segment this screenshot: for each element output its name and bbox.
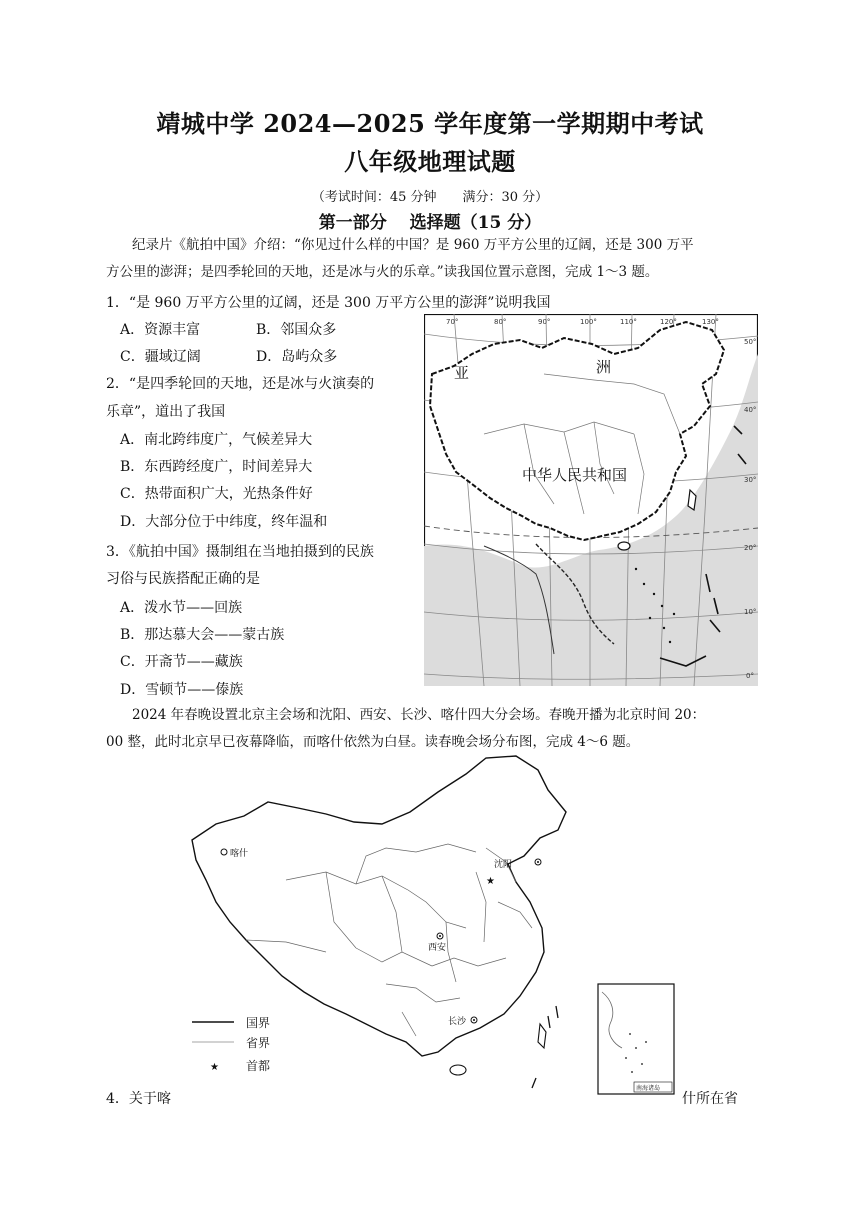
city-changsha: 长沙	[448, 1017, 467, 1027]
q2-option-a: A．南北跨纬度广，气候差异大	[120, 432, 313, 448]
map1-label-country: 中华人民共和国	[522, 466, 628, 484]
q1-option-d: D．岛屿众多	[256, 349, 338, 365]
q2-option-c: C．热带面积广大，光热条件好	[120, 486, 313, 502]
intro2-line1: 2024 年春晚设置北京主会场和沈阳、西安、长沙、喀什四大分会场。春晚开播为北京时间 20：	[132, 707, 706, 723]
map1-lon-90: 90°	[538, 318, 551, 326]
q3-stem-line2: 习俗与民族搭配正确的是	[106, 571, 260, 587]
city-kashgar: 喀什	[230, 849, 249, 859]
map1-lat-40: 40°	[744, 406, 757, 414]
intro2-line2: 00 整，此时北京早已夜幕降临，而喀什依然为白昼。读春晚会场分布图，完成 4～6 题。	[106, 734, 640, 750]
beijing-star-icon: ★	[486, 876, 495, 887]
q1-option-c: C．疆域辽阔	[120, 349, 201, 365]
q3-option-a: A．泼水节——回族	[120, 600, 243, 616]
q2-option-b: B．东西跨经度广，时间差异大	[120, 459, 313, 475]
q3-option-b: B．那达慕大会——蒙古族	[120, 627, 285, 643]
map1-lon-80: 80°	[494, 318, 507, 326]
q1-option-a: A．资源丰富	[120, 322, 201, 338]
intro1-line1: 纪录片《航拍中国》介绍：“你见过什么样的中国？是 960 万平方公里的辽阔，还是 300 万平	[132, 237, 694, 253]
exam-title: 靖城中学 2024—2025 学年度第一学期期中考试	[156, 109, 704, 138]
legend-capital-star-icon: ★	[210, 1062, 219, 1073]
city-shenyang: 沈阳	[494, 860, 513, 870]
inset-label: 南海诸岛	[636, 1085, 661, 1092]
map1-lat-20: 20°	[744, 544, 757, 552]
legend-provincial-border: 省界	[246, 1036, 271, 1050]
city-xian: 西安	[428, 943, 447, 953]
exam-info: （考试时间：45 分钟 满分：30 分）	[311, 190, 549, 205]
q1-stem: 1．“是 960 万平方公里的辽阔，还是 300 万平方公里的澎湃”说明我国	[106, 295, 551, 311]
q2-stem-line2: 乐章”，道出了我国	[106, 404, 226, 420]
map1-lat-0: 0°	[746, 672, 754, 680]
china-location-map	[424, 314, 758, 686]
map1-lat-50: 50°	[744, 338, 757, 346]
legend-capital: 首都	[246, 1059, 271, 1073]
q2-stem-line1: 2．“是四季轮回的天地，还是冰与火演奏的	[106, 376, 375, 392]
q4-stem-start: 4．关于喀	[106, 1091, 171, 1107]
map1-lon-70: 70°	[446, 318, 459, 326]
legend-national-border: 国界	[246, 1016, 271, 1030]
map1-lon-100: 100°	[580, 318, 597, 326]
map1-lat-30: 30°	[744, 476, 757, 484]
section-heading: 第一部分 选择题（15 分）	[318, 213, 542, 233]
gala-venue-map	[186, 752, 680, 1098]
q4-stem-end: 什所在省	[682, 1091, 738, 1107]
map1-lat-10: 10°	[744, 608, 757, 616]
q3-stem-line1: 3．《航拍中国》摄制组在当地拍摄到的民族	[106, 544, 374, 560]
q3-option-d: D．雪顿节——傣族	[120, 682, 244, 698]
intro1-line2: 方公里的澎湃；是四季轮回的天地，还是冰与火的乐章。”读我国位置示意图，完成 1～3 题。	[106, 264, 659, 280]
map1-lon-130: 130°	[702, 318, 719, 326]
q2-option-d: D．大部分位于中纬度，终年温和	[120, 514, 328, 530]
map1-label-asia-2: 洲	[596, 358, 612, 376]
q1-option-b: B．邻国众多	[256, 322, 337, 338]
map1-lon-120: 120°	[660, 318, 677, 326]
map1-label-asia-1: 亚	[454, 364, 470, 382]
q3-option-c: C．开斋节——藏族	[120, 654, 243, 670]
map1-lon-110: 110°	[620, 318, 637, 326]
exam-subtitle: 八年级地理试题	[344, 147, 516, 176]
